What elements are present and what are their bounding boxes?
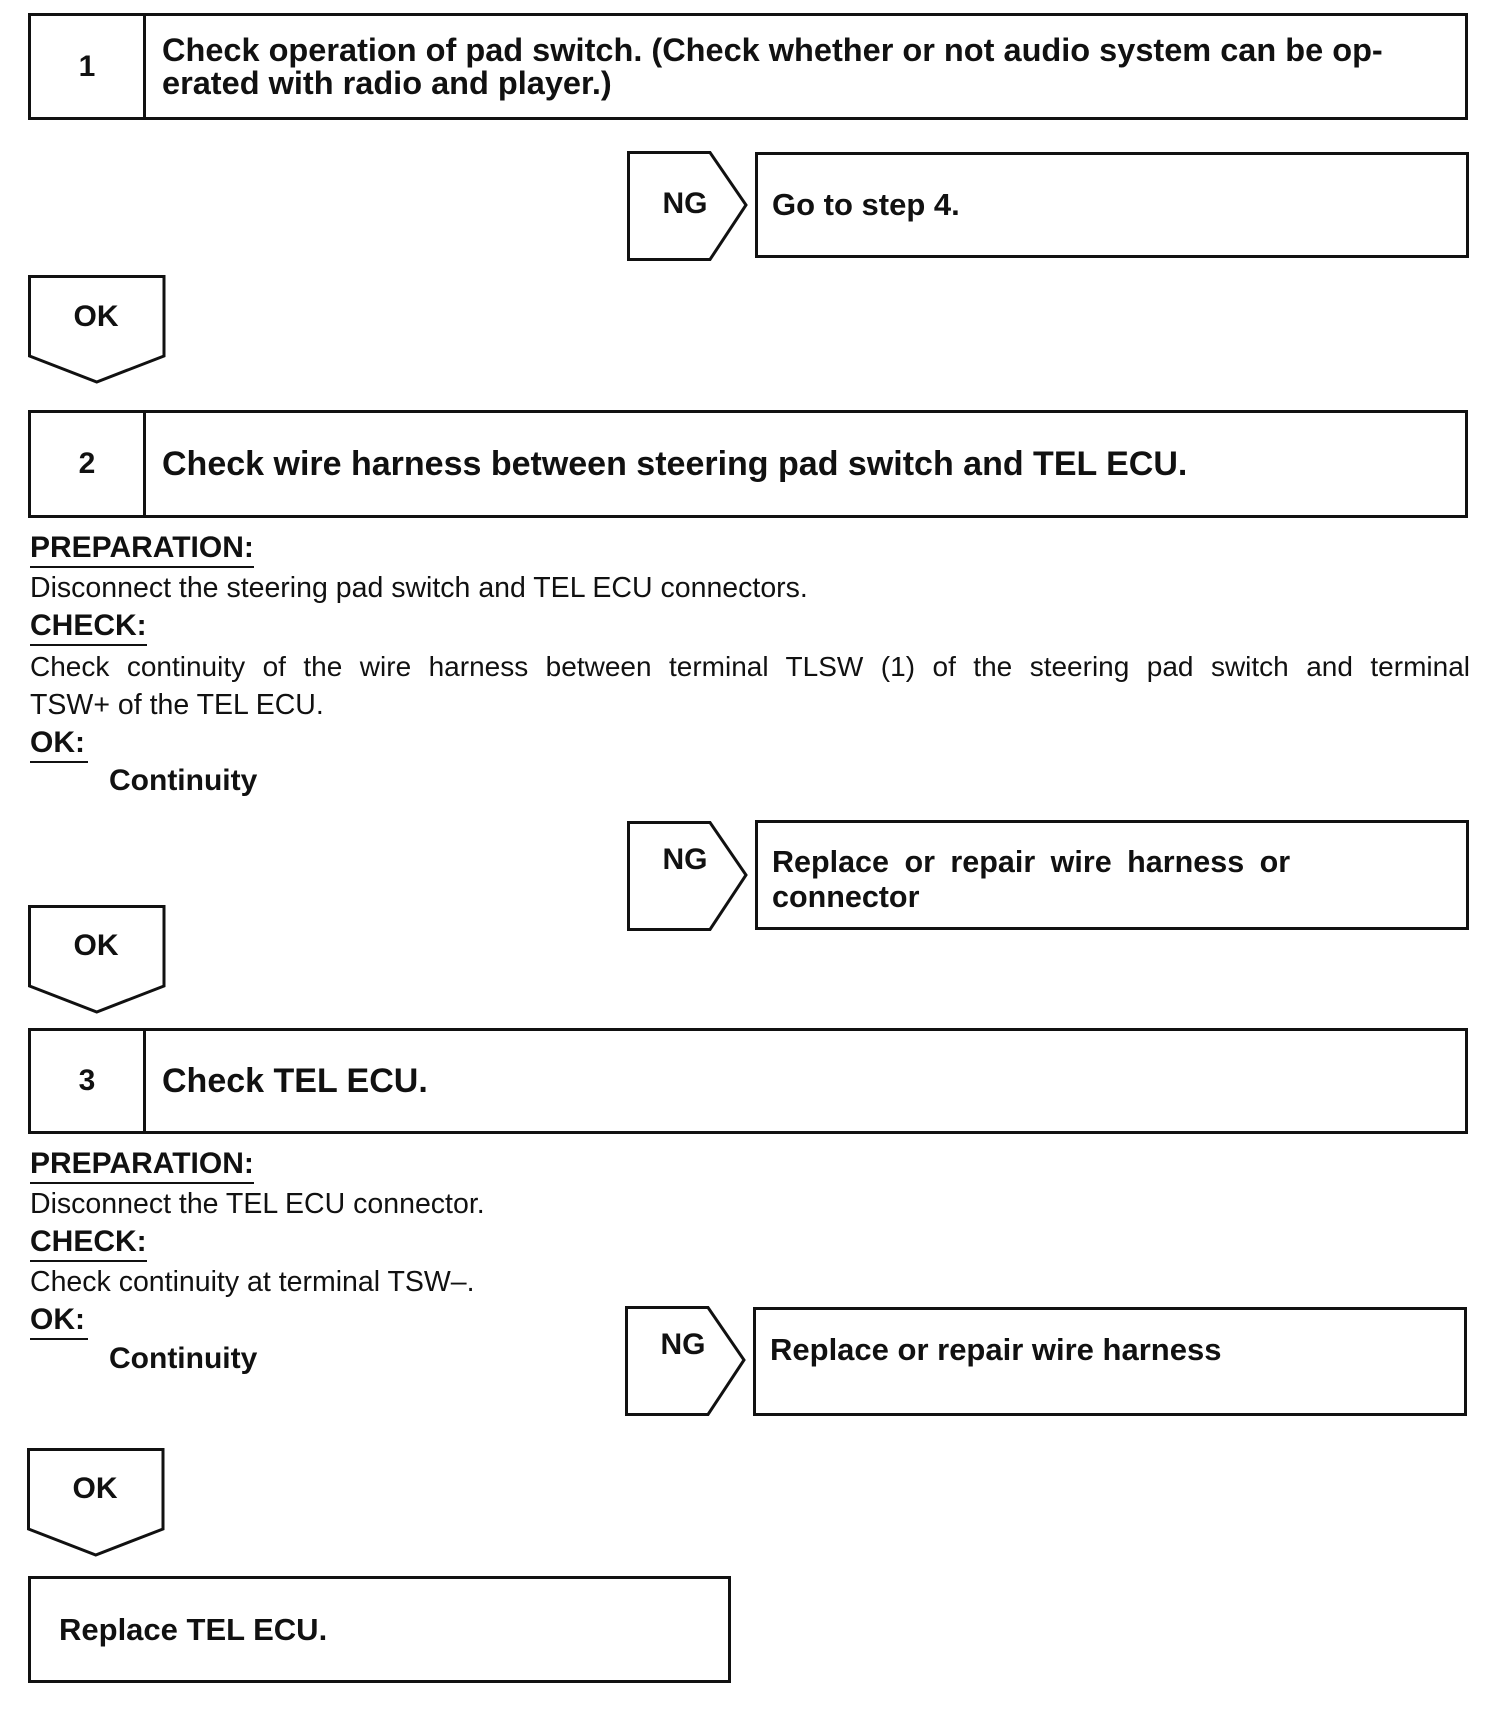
- step-2-check-line1: Check continuity of the wire harness between terminal TLSW (1) of the steering pad switch and terminal: [30, 651, 1470, 682]
- final-action-text: Replace TEL ECU.: [59, 1611, 328, 1647]
- step-3-box: [28, 1028, 1468, 1134]
- step-2-check-line2: TSW+ of the TEL ECU.: [30, 689, 324, 721]
- step-2-check-heading: CHECK:: [30, 609, 147, 646]
- ok-label-1: OK: [73, 300, 119, 333]
- ng-label-3: NG: [660, 1328, 706, 1361]
- ng-result-3-text: Replace or repair wire harness: [770, 1332, 1222, 1367]
- step-3-check-heading: CHECK:: [30, 1225, 147, 1262]
- step-2-preparation-text: Disconnect the steering pad switch and TEL ECU connectors.: [30, 572, 808, 604]
- step-1-title-line2: erated with radio and player.): [162, 64, 612, 101]
- step-2-number: 2: [31, 413, 146, 515]
- ng-result-2-text: Replace or repair wire harness or connector: [772, 845, 1291, 914]
- step-2-box: [28, 410, 1468, 518]
- step-3-ok-value: Continuity: [109, 1342, 258, 1375]
- step-2-ok-heading: OK:: [30, 726, 88, 763]
- step-1-number: 1: [31, 16, 146, 117]
- final-action-box: [28, 1576, 731, 1683]
- step-3-number: 3: [31, 1031, 146, 1131]
- step-3-preparation-text: Disconnect the TEL ECU connector.: [30, 1188, 485, 1220]
- ng-result-2: [755, 820, 1469, 930]
- ng-label-2: NG: [662, 843, 708, 876]
- ng-result-3: [753, 1307, 1467, 1416]
- ok-label-2: OK: [73, 929, 119, 962]
- ng-label-1: NG: [662, 187, 708, 220]
- ok-label-3: OK: [72, 1472, 118, 1505]
- step-3-preparation-heading: PREPARATION:: [30, 1147, 254, 1184]
- ng-result-1: [755, 152, 1469, 258]
- step-2-preparation-heading: PREPARATION:: [30, 531, 254, 568]
- step-3-title: Check TEL ECU.: [162, 1062, 428, 1100]
- step-3-check-text: Check continuity at terminal TSW–.: [30, 1266, 475, 1298]
- step-1-title: [146, 16, 1465, 117]
- step-3-ok-heading: OK:: [30, 1303, 88, 1340]
- step-1-box: [28, 13, 1468, 120]
- step-2-ok-value: Continuity: [109, 764, 258, 797]
- ng-result-1-text: Go to step 4.: [772, 187, 960, 222]
- step-1-title-line1: Check operation of pad switch. (Check whether or not audio system can be op-: [162, 31, 1383, 68]
- step-2-title: Check wire harness between steering pad switch and TEL ECU.: [162, 445, 1188, 483]
